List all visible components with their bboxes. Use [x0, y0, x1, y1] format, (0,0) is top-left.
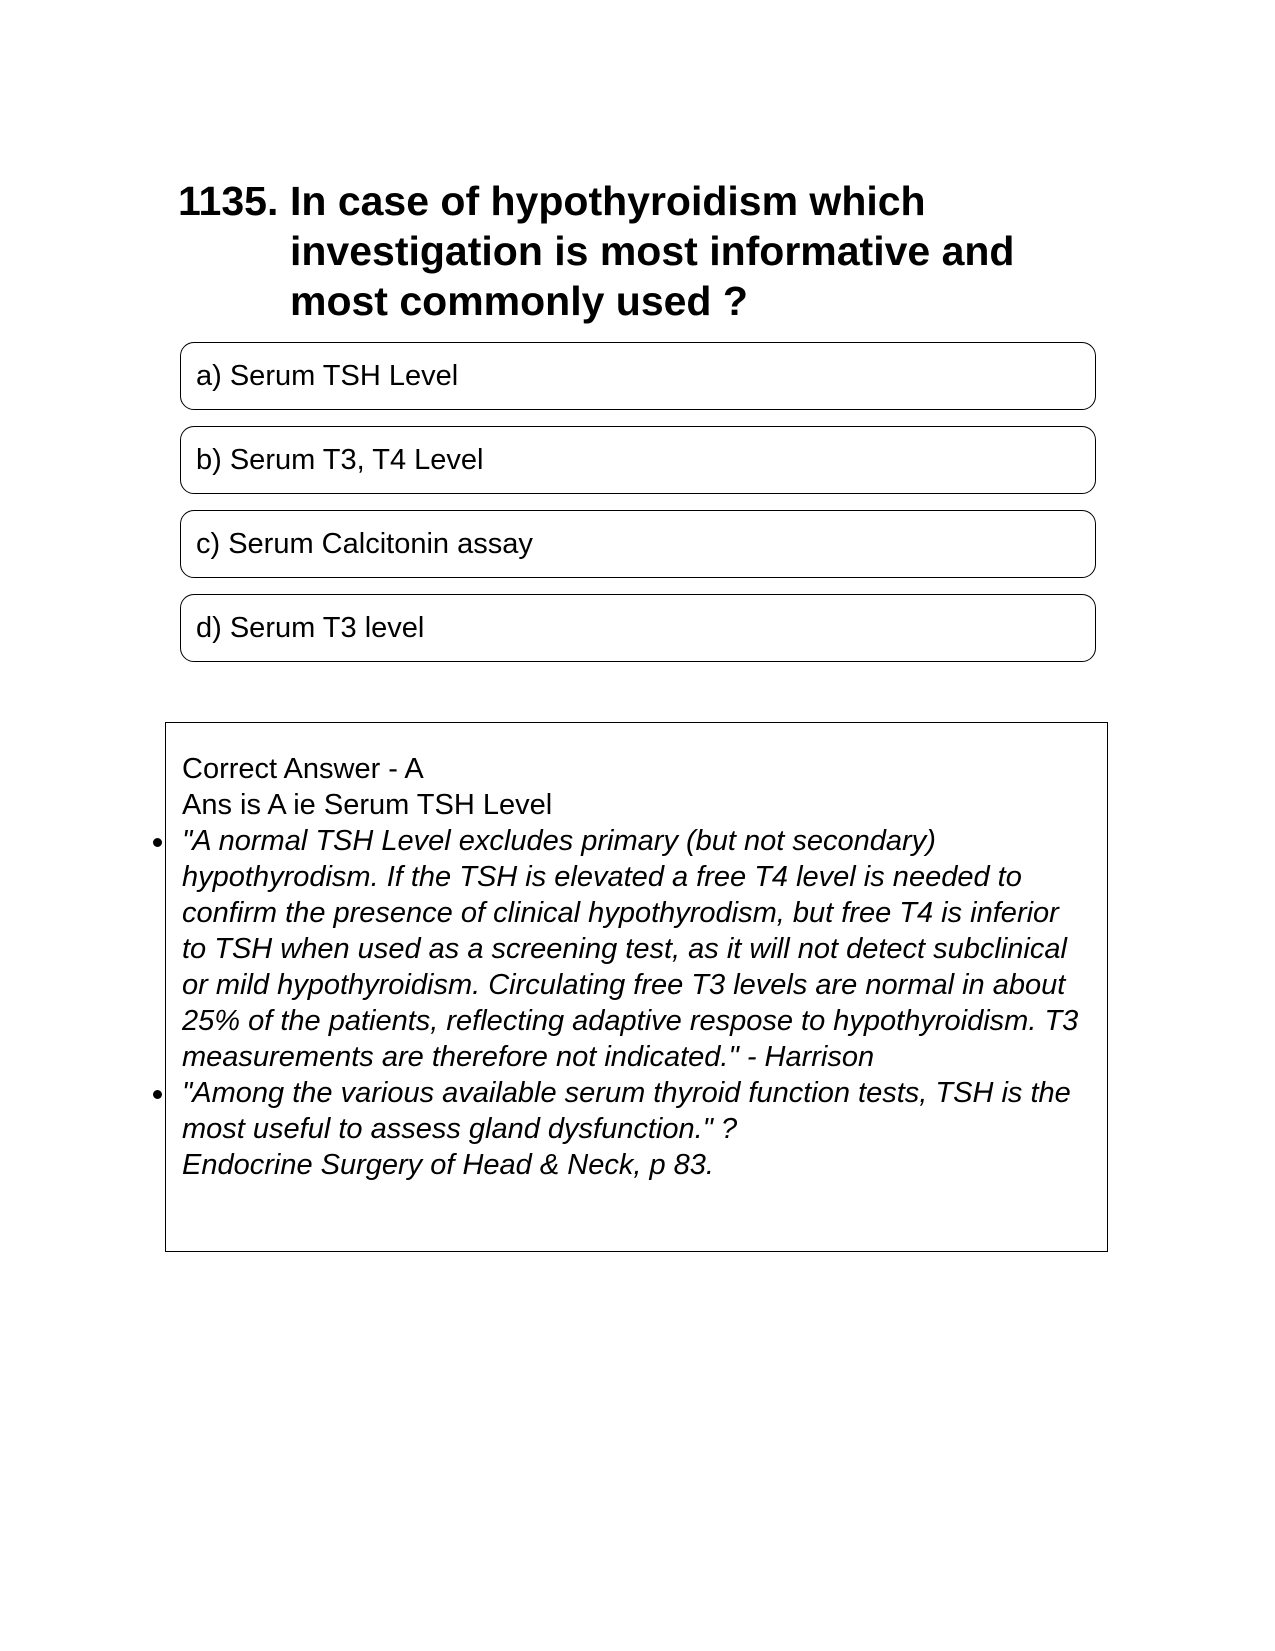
question-text: In case of hypothyroidism which investigation is most informative and most commonly used ?	[290, 178, 1015, 324]
answer-summary: Ans is A ie Serum TSH Level	[182, 789, 553, 821]
option-b[interactable]: b) Serum T3, T4 Level	[180, 426, 1096, 494]
answer-explanation-box	[165, 722, 1108, 1252]
correct-answer: Correct Answer - A	[182, 753, 424, 785]
option-a[interactable]: a) Serum TSH Level	[180, 342, 1096, 410]
explanation-bullet-harrison: "A normal TSH Level excludes primary (but not secondary) hypothyrodism. If the TSH is elevated a free T4 level is needed to confirm the presence of clinical hypothyrodism, but free T4 is inferior to TSH when used as a screening test, as it will not detect subclinical or mild hypothyroidism. Circulating free T3 levels are normal in about 25% of the patients, reflecting adaptive respose to hypothyroidism. T3 measurements are therefore not indicated." - Harrison	[182, 823, 1091, 1075]
options-list	[180, 342, 1096, 678]
explanation-bullet-thyroid-tests: "Among the various available serum thyroid function tests, TSH is the most useful to assess gland dysfunction." ?	[182, 1075, 1091, 1147]
explanation-bullets	[182, 823, 1091, 1147]
option-c[interactable]: c) Serum Calcitonin assay	[180, 510, 1096, 578]
reference-citation: Endocrine Surgery of Head & Neck, p 83.	[182, 1149, 714, 1181]
question-heading	[178, 176, 1098, 326]
question-number: 1135.	[178, 178, 279, 224]
option-d[interactable]: d) Serum T3 level	[180, 594, 1096, 662]
